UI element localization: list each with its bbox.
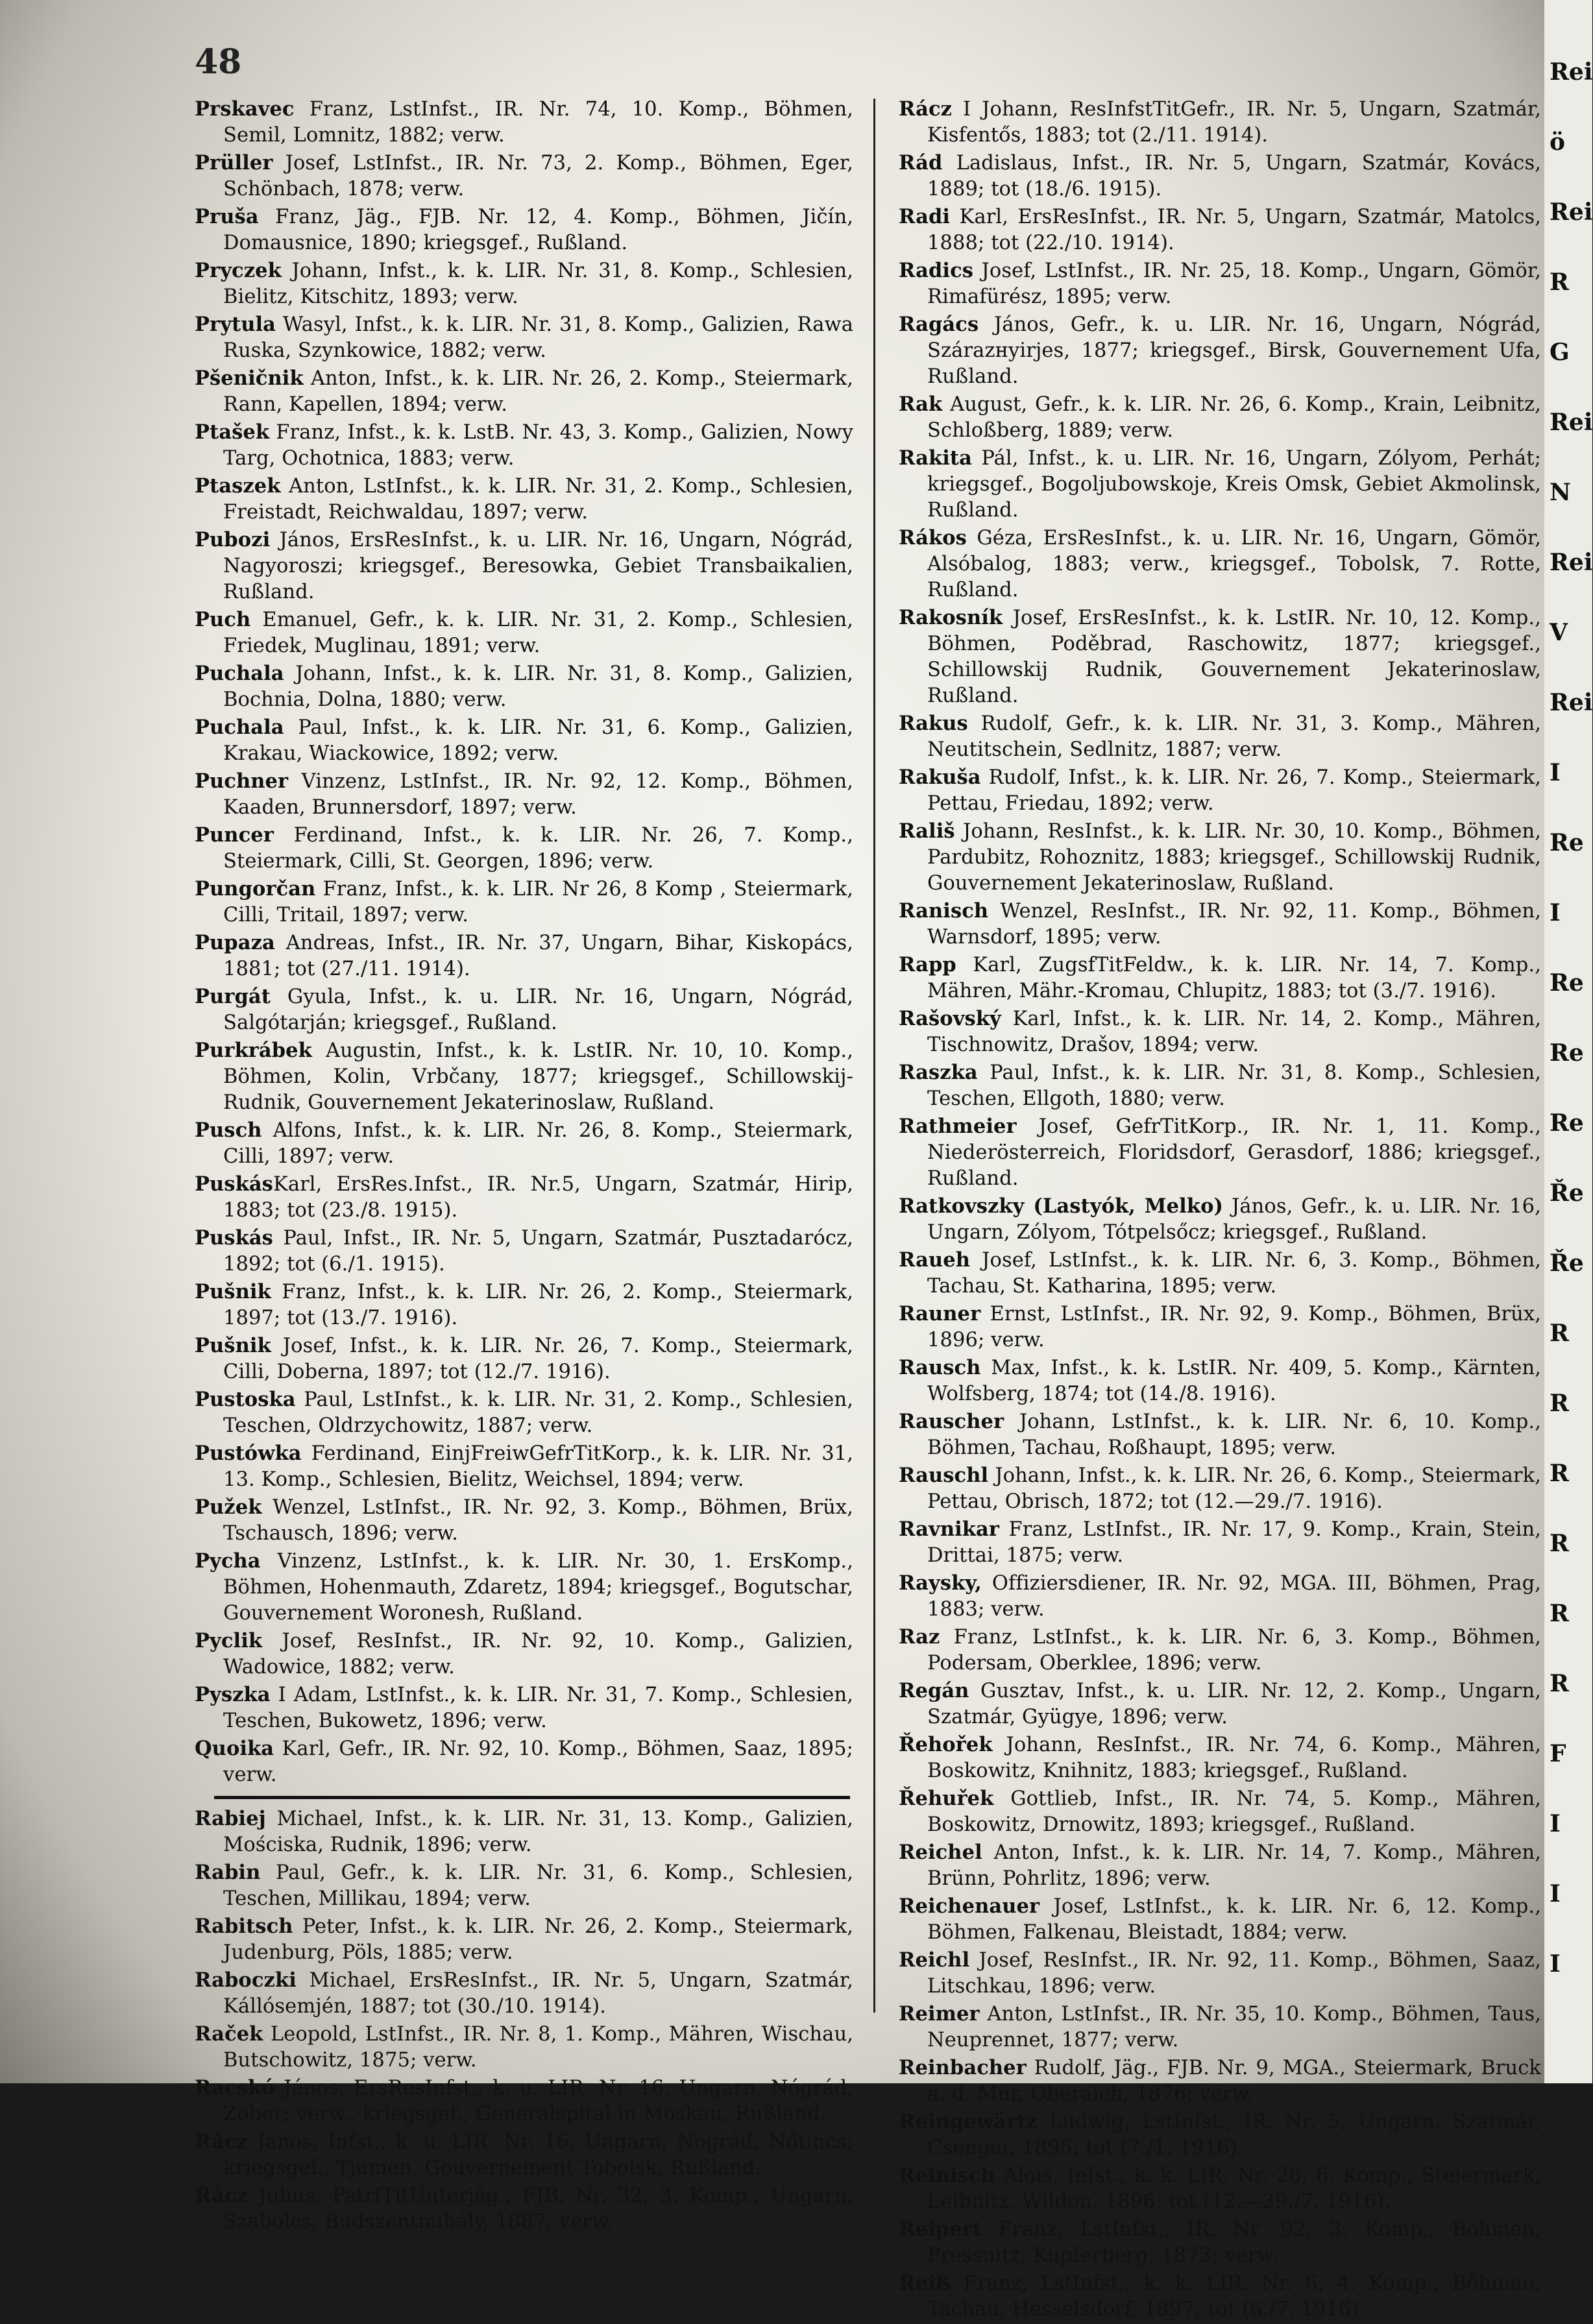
entry-surname: Puchala	[195, 716, 284, 739]
entry-surname: Puch	[195, 608, 251, 631]
entry-surname: Rausch	[899, 1356, 981, 1379]
register-entry	[899, 1624, 1541, 1676]
entry-details: I Johann, ResInfstTitGefr., IR. Nr. 5, Ungarn, Szatmár, Kisfentős, 1883; tot (2./11. 1914).	[927, 98, 1541, 147]
entry-list-p-q	[195, 96, 853, 1788]
register-entry	[195, 984, 853, 1036]
register-entry	[195, 660, 853, 713]
section-divider-rule	[214, 1796, 850, 1799]
entry-surname: Raysky,	[899, 1571, 982, 1595]
adjacent-page-fragment: R	[1550, 269, 1569, 296]
entry-details: János, ErsResInfst., k. u. LIR. Nr. 16, Ungarn, Nógrád, Zobor; verw., kriegsgef., Generalspital in Moskau, Rußland.	[223, 2077, 853, 2125]
entry-surname: Ravnikar	[899, 1518, 1000, 1541]
adjacent-page-fragment: Rei	[1550, 549, 1593, 576]
entry-surname: Radics	[899, 259, 974, 282]
adjacent-page-fragment: I	[1550, 759, 1561, 786]
entry-details: Andreas, Infst., IR. Nr. 37, Ungarn, Bihar, Kiskopács, 1881; tot (27./11. 1914).	[223, 932, 853, 980]
entry-details: Josef, GefrTitKorp., IR. Nr. 1, 11. Komp., Niederösterreich, Floridsdorf, Gerasdorf, 1886; kriegsgef., Rußland.	[927, 1115, 1541, 1190]
entry-surname: Pustoska	[195, 1388, 296, 1411]
register-entry	[899, 1785, 1541, 1838]
register-entry	[899, 311, 1541, 390]
register-entry	[899, 1893, 1541, 1946]
adjacent-page-fragment: Rei	[1550, 58, 1593, 86]
register-entry	[899, 96, 1541, 149]
entry-surname: Puskás	[195, 1172, 273, 1196]
entry-surname: Rabiej	[195, 1807, 266, 1830]
entry-surname: Rakita	[899, 446, 972, 470]
entry-surname: Raz	[899, 1625, 940, 1649]
entry-surname: Racskó	[195, 2076, 275, 2100]
entry-list-ra-re	[899, 96, 1541, 2323]
entry-details: Karl, Gefr., IR. Nr. 92, 10. Komp., Böhmen, Saaz, 1895; verw.	[223, 1737, 853, 1786]
register-entry	[195, 258, 853, 310]
entry-details: Alois, Infst., k. k. LIR. Nr. 26, 6. Komp., Steiermark, Leibnitz, Wildon, 1896; tot (12.—29./7. 1916).	[927, 2164, 1541, 2213]
adjacent-page-edge	[1544, 0, 1592, 2083]
entry-details: Max, Infst., k. k. LstIR. Nr. 409, 5. Komp., Kärnten, Wolfsberg, 1874; tot (14./8. 1916).	[927, 1357, 1541, 1405]
register-entry	[195, 1386, 853, 1439]
register-entry	[899, 2001, 1541, 2053]
entry-surname: Rapp	[899, 953, 956, 976]
register-entry	[899, 204, 1541, 256]
entry-details: Josef, Infst., k. k. LIR. Nr. 26, 7. Komp., Steiermark, Cilli, Doberna, 1897; tot (12./7. 1916).	[223, 1335, 853, 1383]
entry-details: Franz, LstInfst., IR. Nr. 92, 3. Komp., Böhmen, Pressnitz, Kupferberg, 1873; verw.	[927, 2218, 1541, 2267]
register-entry	[899, 1059, 1541, 1112]
entry-surname: Puskás	[195, 1226, 273, 1250]
adjacent-page-fragment: Ře	[1550, 1250, 1584, 1277]
entry-details: Karl, ZugsfTitFeldw., k. k. LIR. Nr. 14, 7. Komp., Mähren, Mähr.-Kromau, Chlupitz, 1883; tot (3./7. 1916).	[927, 954, 1541, 1002]
entry-surname: Prytula	[195, 313, 276, 336]
entry-details: Franz, Jäg., FJB. Nr. 12, 4. Komp., Böhmen, Jičín, Domausnice, 1890; kriegsgef., Rußland.	[223, 206, 853, 254]
register-entry	[195, 2021, 853, 2074]
entry-details: János, Gefr., k. u. LIR. Nr. 16, Ungarn, Nógrád, Szárazнyirjes, 1877; kriegsgef., Birsk, Gouvernement Ufa, Rußland.	[927, 313, 1541, 388]
entry-details: Josef, ResInfst., IR. Nr. 92, 10. Komp., Galizien, Wadowice, 1882; verw.	[223, 1630, 853, 1678]
entry-surname: Prskavec	[195, 97, 295, 121]
register-entry	[195, 876, 853, 928]
register-entry	[195, 1333, 853, 1385]
adjacent-page-fragment: N	[1550, 479, 1571, 506]
register-entry	[195, 311, 853, 364]
entry-details: Paul, Infst., k. k. LIR. Nr. 31, 6. Komp., Galizien, Krakau, Wiackowice, 1892; verw.	[223, 716, 853, 765]
entry-details: I Adam, LstInfst., k. k. LIR. Nr. 31, 7. Komp., Schlesien, Teschen, Bukowetz, 1896; verw.	[223, 1684, 853, 1732]
register-entry	[899, 1409, 1541, 1461]
entry-surname: Rašovský	[899, 1007, 1001, 1030]
entry-surname: Prüller	[195, 151, 273, 175]
entry-details: János, Infst., k. u. LIR. Nr. 16, Ungarn, Nógrád, Nőtincs; kriegsgef., Tjumen, Gouvernement Tobolsk, Rußland.	[223, 2131, 853, 2179]
entry-details: Ludwig, LstInfst., IR. Nr. 5, Ungarn, Szatmár, Csenger, 1895; tot (7./1. 1916).	[927, 2111, 1541, 2159]
entry-surname: Radi	[899, 205, 951, 228]
entry-surname: Reichel	[899, 1841, 982, 1864]
adjacent-page-fragment: I	[1550, 899, 1561, 926]
entry-details: Rudolf, Infst., k. k. LIR. Nr. 26, 7. Komp., Steiermark, Pettau, Friedau, 1892; verw.	[927, 766, 1541, 815]
register-entry	[195, 2075, 853, 2127]
entry-surname: Rakuša	[899, 766, 981, 789]
entry-surname: Puncer	[195, 823, 274, 847]
register-entry	[899, 1947, 1541, 2000]
entry-details: Wenzel, ResInfst., IR. Nr. 92, 11. Komp., Böhmen, Warnsdorf, 1895; verw.	[927, 900, 1541, 949]
register-entry	[899, 1247, 1541, 1300]
adjacent-page-fragment: R	[1550, 1390, 1569, 1417]
entry-list-r	[195, 1806, 853, 2235]
entry-details: Michael, ErsResInfst., IR. Nr. 5, Ungarn, Szatmár, Kállósemjén, 1887; tot (30./10. 1914).	[223, 1969, 853, 2018]
register-entry	[899, 525, 1541, 603]
entry-details: Alfons, Infst., k. k. LIR. Nr. 26, 8. Komp., Steiermark, Cilli, 1897; verw.	[223, 1119, 853, 1168]
register-entry	[195, 2129, 853, 2181]
entry-surname: Reichl	[899, 1948, 970, 1972]
register-entry	[195, 419, 853, 472]
entry-surname: Rathmeier	[899, 1115, 1017, 1138]
entry-surname: Pruša	[195, 205, 259, 228]
register-entry	[899, 2216, 1541, 2269]
adjacent-page-fragment: Rei	[1550, 409, 1593, 436]
register-entry	[899, 150, 1541, 202]
adjacent-page-fragment: Re	[1550, 1109, 1584, 1137]
entry-details: Josef, LstInfst., IR. Nr. 25, 18. Komp., Ungarn, Gömör, Rimafürész, 1895; verw.	[927, 260, 1541, 308]
entry-surname: Rakus	[899, 712, 968, 735]
entry-details: Anton, Infst., k. k. LIR. Nr. 14, 7. Komp., Mähren, Brünn, Pohrlitz, 1896; verw.	[927, 1841, 1541, 1890]
entry-surname: Řehořek	[899, 1733, 993, 1756]
left-column	[195, 96, 853, 2236]
entry-surname: Reinisch	[899, 2164, 995, 2187]
entry-surname: Raček	[195, 2022, 263, 2046]
entry-surname: Pušnik	[195, 1280, 271, 1303]
adjacent-page-fragment: Rei	[1550, 689, 1593, 716]
entry-surname: Pupaza	[195, 931, 275, 954]
entry-surname: Ptašek	[195, 420, 270, 444]
entry-details: Anton, Infst., k. k. LIR. Nr. 26, 2. Komp., Steiermark, Rann, Kapellen, 1894; verw.	[223, 367, 853, 416]
register-entry	[195, 204, 853, 256]
entry-details: Peter, Infst., k. k. LIR. Nr. 26, 2. Komp., Steiermark, Judenburg, Pöls, 1885; verw.	[223, 1915, 853, 1964]
register-entry	[195, 150, 853, 202]
entry-details: Franz, LstInfst., IR. Nr. 74, 10. Komp., Böhmen, Semil, Lomnitz, 1882; verw.	[223, 98, 853, 147]
entry-surname: Rak	[899, 393, 943, 416]
entry-surname: Rákos	[899, 526, 967, 550]
entry-details: Ferdinand, Infst., k. k. LIR. Nr. 26, 7. Komp., Steiermark, Cilli, St. Georgen, 1896; verw.	[223, 824, 853, 873]
register-entry	[899, 605, 1541, 709]
adjacent-page-fragment: Re	[1550, 969, 1584, 997]
register-entry	[899, 2162, 1541, 2215]
adjacent-page-fragment: Rei	[1550, 199, 1593, 226]
entry-details: Paul, Gefr., k. k. LIR. Nr. 31, 6. Komp., Schlesien, Teschen, Millikau, 1894; verw.	[223, 1861, 853, 1910]
entry-surname: Rauschl	[899, 1464, 989, 1487]
entry-details: Ernst, LstInfst., IR. Nr. 92, 9. Komp., Böhmen, Brüx, 1896; verw.	[927, 1303, 1541, 1351]
entry-surname: Pusch	[195, 1119, 262, 1142]
register-entry	[899, 818, 1541, 897]
register-entry	[195, 1225, 853, 1277]
register-entry	[899, 1732, 1541, 1784]
entry-details: Wenzel, LstInfst., IR. Nr. 92, 3. Komp., Böhmen, Brüx, Tschausch, 1896; verw.	[223, 1496, 853, 1545]
register-entry	[195, 1171, 853, 1224]
entry-details: Franz, Infst., k. k. LIR. Nr. 26, 2. Komp., Steiermark, 1897; tot (13./7. 1916).	[223, 1281, 853, 1329]
register-entry	[195, 1806, 853, 1858]
entry-details: Offiziersdiener, IR. Nr. 92, MGA. III, Böhmen, Prag, 1883; verw.	[927, 1572, 1541, 1621]
register-entry	[195, 365, 853, 418]
entry-details: Josef, LstInfst., k. k. LIR. Nr. 6, 12. Komp., Böhmen, Falkenau, Bleistadt, 1884; verw.	[927, 1895, 1541, 1944]
entry-surname: Quoika	[195, 1737, 274, 1760]
adjacent-page-fragment: F	[1550, 1740, 1566, 1767]
entry-details: Ladislaus, Infst., IR. Nr. 5, Ungarn, Szatmár, Kovács, 1889; tot (18./6. 1915).	[927, 152, 1541, 200]
register-entry	[899, 1006, 1541, 1058]
entry-details: Augustin, Infst., k. k. LstIR. Nr. 10, 10. Komp., Böhmen, Kolin, Vrbčany, 1877; kriegsgef., Schillowskij-Rudnik, Gouvernement Jekaterinoslaw, Rußland.	[223, 1039, 853, 1114]
register-entry	[195, 2183, 853, 2235]
entry-details: Franz, Infst., k. k. LIR. Nr 26, 8 Komp , Steiermark, Cilli, Tritail, 1897; verw.	[223, 878, 853, 926]
entry-details: Anton, LstInfst., k. k. LIR. Nr. 31, 2. Komp., Schlesien, Freistadt, Reichwaldau, 1897; verw.	[223, 475, 853, 524]
register-entry	[195, 1117, 853, 1170]
entry-surname: Rabin	[195, 1861, 261, 1884]
register-entry	[899, 1462, 1541, 1515]
entry-details: Vinzenz, LstInfst., k. k. LIR. Nr. 30, 1. ErsKomp., Böhmen, Hohenmauth, Zdaretz, 1894; kriegsgef., Bogutschar, Gouvernement Woronesh, Rußland.	[223, 1550, 853, 1625]
entry-details: Gusztav, Infst., k. u. LIR. Nr. 12, 2. Komp., Ungarn, Szatmár, Gyügye, 1896; verw.	[927, 1680, 1541, 1728]
entry-details: Franz, LstInfst., k. k. LIR. Nr. 6, 3. Komp., Böhmen, Podersam, Oberklee, 1896; verw.	[927, 1626, 1541, 1675]
adjacent-page-fragment: R	[1550, 1460, 1569, 1487]
entry-details: Johann, Infst., k. k. LIR. Nr. 31, 8. Komp., Galizien, Bochnia, Dolna, 1880; verw.	[223, 662, 853, 711]
entry-surname: Pyclik	[195, 1629, 263, 1652]
entry-details: Josef, LstInfst., k. k. LIR. Nr. 6, 3. Komp., Böhmen, Tachau, St. Katharina, 1895; verw.	[927, 1249, 1541, 1298]
entry-surname: Pušnik	[195, 1334, 271, 1357]
entry-surname: Pycha	[195, 1549, 261, 1573]
register-entry	[195, 1859, 853, 1912]
entry-details: Pál, Infst., k. u. LIR. Nr. 16, Ungarn, Zólyom, Perhát; kriegsgef., Bogoljubowskoje, Kreis Omsk, Gebiet Akmolinsk, Rußland.	[927, 447, 1541, 522]
register-entry	[899, 2055, 1541, 2107]
adjacent-page-fragment: V	[1550, 619, 1568, 646]
register-entry	[195, 1736, 853, 1788]
entry-details: Josef, LstInfst., IR. Nr. 73, 2. Komp., Böhmen, Eger, Schönbach, 1878; verw.	[223, 152, 853, 200]
entry-surname: Pužek	[195, 1495, 262, 1519]
adjacent-page-fragment: R	[1550, 1320, 1569, 1347]
entry-details: Josef, ResInfst., IR. Nr. 92, 11. Komp., Böhmen, Saaz, Litschkau, 1896; verw.	[927, 1949, 1541, 1998]
entry-details: Julius, PatrfTitUnterjäg., FJB. Nr. 32, 3. Komp., Ungarn, Szabolcs, Büdszentmihály, 1887; verw.	[223, 2185, 853, 2233]
entry-surname: Raszka	[899, 1061, 978, 1084]
entry-surname: Pryczek	[195, 259, 282, 282]
entry-surname: Rácz	[195, 2184, 249, 2207]
register-entry	[899, 1193, 1541, 1246]
register-entry	[899, 1570, 1541, 1623]
register-entry	[195, 473, 853, 526]
entry-surname: Pyszka	[195, 1683, 271, 1706]
entry-details: Johann, Infst., k. k. LIR. Nr. 26, 6. Komp., Steiermark, Pettau, Obrisch, 1872; tot (12.—29./7. 1916).	[927, 1464, 1541, 1513]
entry-surname: Ragács	[899, 313, 979, 336]
entry-details: Gottlieb, Infst., IR. Nr. 74, 5. Komp., Mähren, Boskowitz, Drnowitz, 1893; kriegsgef., Rußland.	[927, 1787, 1541, 1836]
register-entry	[195, 1037, 853, 1116]
register-entry	[899, 445, 1541, 524]
register-entry	[899, 1839, 1541, 1892]
page-number: 48	[195, 42, 242, 82]
entry-surname: Rabitsch	[195, 1915, 293, 1938]
entry-details: Franz, LstInfst., IR. Nr. 17, 9. Komp., Krain, Stein, Drittai, 1875; verw.	[927, 1518, 1541, 1567]
adjacent-page-fragment: Ře	[1550, 1180, 1584, 1207]
register-entry	[195, 1279, 853, 1331]
entry-details: János, ErsResInfst., k. u. LIR. Nr. 16, Ungarn, Nógrád, Nagyoroszi; kriegsgef., Beresowka, Gebiet Transbaikalien, Rußland.	[223, 529, 853, 603]
register-entry	[899, 2109, 1541, 2161]
register-entry	[195, 1548, 853, 1627]
entry-details: Wasyl, Infst., k. k. LIR. Nr. 31, 8. Komp., Galizien, Rawa Ruska, Szynkowice, 1882; verw.	[223, 313, 853, 362]
adjacent-page-fragment: R	[1550, 1530, 1569, 1557]
entry-details: Rudolf, Gefr., k. k. LIR. Nr. 31, 3. Komp., Mähren, Neutitschein, Sedlnitz, 1887; verw.	[927, 712, 1541, 761]
register-entry	[899, 258, 1541, 310]
adjacent-page-fragment: I	[1550, 1950, 1561, 1978]
entry-details: Paul, Infst., IR. Nr. 5, Ungarn, Szatmár, Pusztadarócz, 1892; tot (6./1. 1915).	[223, 1227, 853, 1276]
entry-surname: Řehuřek	[899, 1787, 994, 1810]
entry-surname: Reingewärtz	[899, 2110, 1038, 2133]
register-entry	[899, 2270, 1541, 2323]
entry-surname: Rácz	[899, 97, 953, 121]
entry-surname: Purkrábek	[195, 1039, 312, 1062]
entry-details: Rudolf, Jäg., FJB. Nr. 9, MGA., Steiermark, Bruck a. d. Mur, Oberaich, 1876; verw.	[927, 2057, 1541, 2105]
entry-surname: Raueh	[899, 1248, 971, 1272]
register-entry	[195, 1494, 853, 1547]
entry-details: Paul, Infst., k. k. LIR. Nr. 31, 8. Komp., Schlesien, Teschen, Ellgoth, 1880; verw.	[927, 1061, 1541, 1110]
entry-surname: Rakosník	[899, 606, 1003, 629]
entry-details: Michael, Infst., k. k. LIR. Nr. 31, 13. Komp., Galizien, Mościska, Rudnik, 1896; verw.	[223, 1808, 853, 1856]
entry-details: Johann, ResInfst., k. k. LIR. Nr. 30, 10. Komp., Böhmen, Pardubitz, Rohoznitz, 1883; kriegsgef., Schillowskij Rudnik, Gouvernement Jekaterinoslaw, Rußland.	[927, 820, 1541, 895]
entry-surname: Ratkovszky (Lastyók, Melko)	[899, 1194, 1224, 1218]
entry-surname: Pungorčan	[195, 877, 316, 901]
register-entry	[899, 1516, 1541, 1569]
entry-surname: Puchner	[195, 769, 289, 793]
adjacent-page-fragment: I	[1550, 1810, 1561, 1837]
entry-surname: Regán	[899, 1679, 969, 1702]
entry-surname: Pubozi	[195, 528, 271, 551]
entry-details: János, Gefr., k. u. LIR. Nr. 16, Ungarn, Zólyom, Tótpelsőcz; kriegsgef., Rußland.	[927, 1195, 1541, 1244]
adjacent-page-fragment: R	[1550, 1670, 1569, 1697]
register-entry	[899, 391, 1541, 444]
adjacent-page-fragment: I	[1550, 1880, 1561, 1907]
register-entry	[195, 527, 853, 605]
adjacent-page-fragment: R	[1550, 1600, 1569, 1627]
entry-details: Paul, LstInfst., k. k. LIR. Nr. 31, 2. Komp., Schlesien, Teschen, Oldrzychowitz, 1887; verw.	[223, 1388, 853, 1437]
register-entry	[195, 768, 853, 821]
entry-surname: Ptaszek	[195, 474, 281, 498]
register-entry	[195, 1913, 853, 1966]
entry-surname: Pšeničnik	[195, 367, 304, 390]
adjacent-page-fragment: ö	[1550, 128, 1566, 156]
entry-surname: Reiß	[899, 2271, 951, 2295]
entry-details: Josef, ErsResInfst., k. k. LstIR. Nr. 10, 12. Komp., Böhmen, Poděbrad, Raschowitz, 1877; kriegsgef., Schillowskij Rudnik, Gouvernement Jekaterinoslaw, Rußland.	[927, 607, 1541, 707]
entry-details: Franz, Infst., k. k. LstB. Nr. 43, 3. Komp., Galizien, Nowy Targ, Ochotnica, 1883; verw.	[223, 421, 853, 470]
entry-details: Johann, Infst., k. k. LIR. Nr. 31, 8. Komp., Schlesien, Bielitz, Kitschitz, 1893; verw.	[223, 260, 853, 308]
entry-details: Franz, LstInfst., k. k. LIR. Nr. 6, 4. Komp., Böhmen, Tachau, Hesselsdorf, 1897; tot (6./7. 1916).	[927, 2272, 1541, 2321]
register-entry	[899, 710, 1541, 763]
entry-details: August, Gefr., k. k. LIR. Nr. 26, 6. Komp., Krain, Leibnitz, Schloßberg, 1889; verw.	[927, 393, 1541, 442]
entry-details: Karl, ErsResInfst., IR. Nr. 5, Ungarn, Szatmár, Matolcs, 1888; tot (22./10. 1914).	[927, 206, 1541, 254]
register-entry	[899, 1301, 1541, 1353]
column-divider	[873, 99, 875, 2013]
register-entry	[899, 952, 1541, 1004]
entry-details: Johann, ResInfst., IR. Nr. 74, 6. Komp., Mähren, Boskowitz, Knihnitz, 1883; kriegsgef., Rußland.	[927, 1734, 1541, 1782]
register-entry	[195, 1682, 853, 1734]
adjacent-page-fragment: Re	[1550, 1039, 1584, 1067]
entry-surname: Reinbacher	[899, 2056, 1027, 2079]
adjacent-page-fragment: G	[1550, 339, 1570, 366]
entry-surname: Purgát	[195, 985, 271, 1008]
entry-surname: Rauner	[899, 1302, 981, 1325]
entry-details: Karl, ErsRes.Infst., IR. Nr.5, Ungarn, Szatmár, Hirip, 1883; tot (23./8. 1915).	[223, 1173, 853, 1222]
register-entry	[899, 764, 1541, 817]
entry-surname: Puchala	[195, 662, 284, 685]
entry-details: Vinzenz, LstInfst., IR. Nr. 92, 12. Komp., Böhmen, Kaaden, Brunnersdorf, 1897; verw.	[223, 770, 853, 819]
entry-details: Ferdinand, EinjFreiwGefrTitKorp., k. k. LIR. Nr. 31, 13. Komp., Schlesien, Bielitz, Weichsel, 1894; verw.	[223, 1442, 853, 1491]
adjacent-page-fragment: Re	[1550, 829, 1584, 856]
register-entry	[195, 1967, 853, 2020]
register-entry	[899, 1678, 1541, 1730]
register-entry	[195, 1440, 853, 1493]
entry-details: Leopold, LstInfst., IR. Nr. 8, 1. Komp., Mähren, Wischau, Butschowitz, 1875; verw.	[223, 2023, 853, 2072]
register-entry	[195, 96, 853, 149]
register-entry	[195, 930, 853, 982]
entry-surname: Rád	[899, 151, 943, 175]
register-entry	[195, 607, 853, 659]
register-entry	[899, 898, 1541, 950]
register-entry	[899, 1355, 1541, 1407]
entry-details: Gyula, Infst., k. u. LIR. Nr. 16, Ungarn, Nógrád, Salgótarján; kriegsgef., Rußland.	[223, 986, 853, 1034]
entry-surname: Reichenauer	[899, 1894, 1040, 1918]
register-entry	[195, 714, 853, 767]
entry-details: Anton, LstInfst., IR. Nr. 35, 10. Komp., Böhmen, Taus, Neuprennet, 1877; verw.	[927, 2003, 1541, 2052]
entry-details: Johann, LstInfst., k. k. LIR. Nr. 6, 10. Komp., Böhmen, Tachau, Roßhaupt, 1895; verw.	[927, 1410, 1541, 1459]
entry-surname: Ranisch	[899, 899, 989, 923]
entry-surname: Rácz	[195, 2130, 249, 2153]
entry-surname: Rauscher	[899, 1410, 1004, 1433]
register-entry	[899, 1113, 1541, 1192]
entry-details: Emanuel, Gefr., k. k. LIR. Nr. 31, 2. Komp., Schlesien, Friedek, Muglinau, 1891; verw.	[223, 609, 853, 657]
register-entry	[195, 1628, 853, 1680]
right-column	[899, 96, 1541, 2324]
entry-surname: Rališ	[899, 819, 955, 843]
register-entry	[195, 822, 853, 875]
entry-details: Géza, ErsResInfst., k. u. LIR. Nr. 16, Ungarn, Gömör, Alsóbalog, 1883; verw., kriegsgef., Tobolsk, 7. Rotte, Rußland.	[927, 527, 1541, 601]
entry-details: Karl, Infst., k. k. LIR. Nr. 14, 2. Komp., Mähren, Tischnowitz, Drašov, 1894; verw.	[927, 1008, 1541, 1056]
entry-surname: Reipert	[899, 2218, 982, 2241]
entry-surname: Raboczki	[195, 1968, 297, 1992]
entry-surname: Pustówka	[195, 1442, 302, 1465]
entry-surname: Reimer	[899, 2002, 980, 2026]
